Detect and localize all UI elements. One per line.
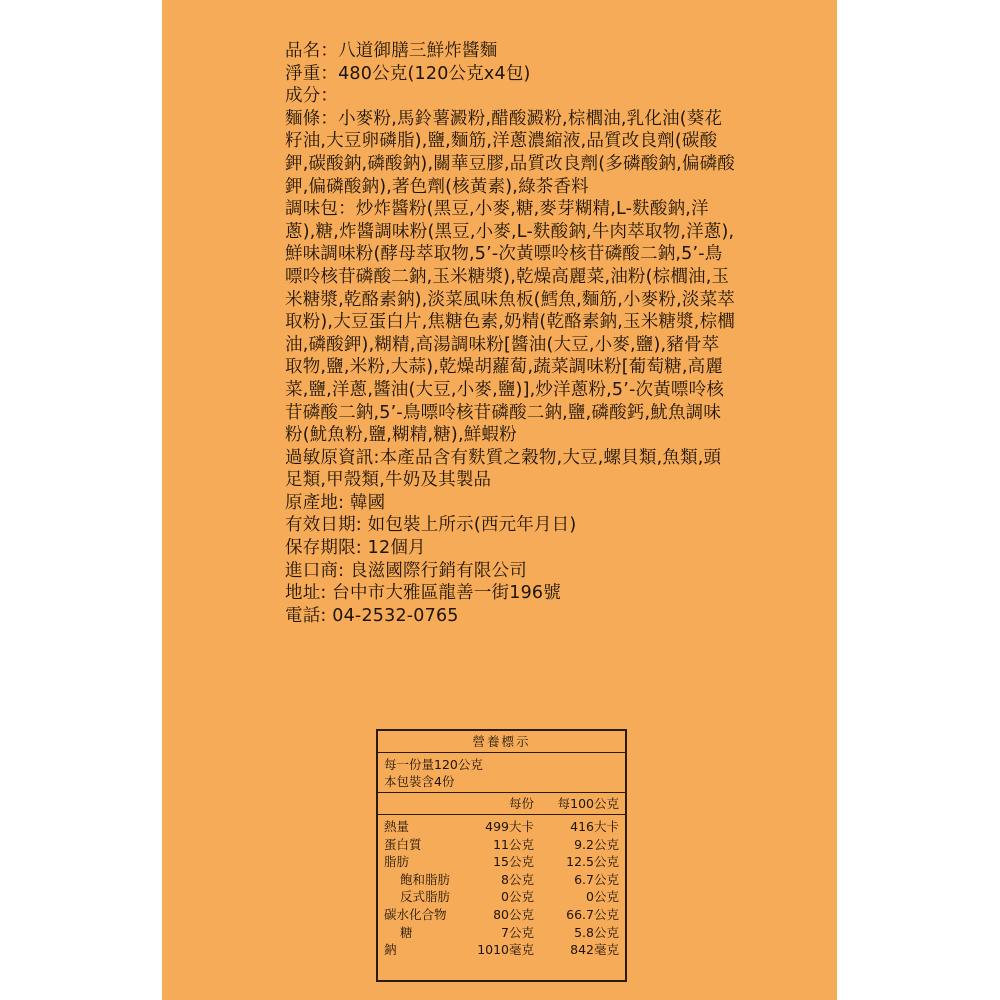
nutrition-row bbox=[378, 853, 625, 871]
nutrition-row bbox=[378, 818, 625, 836]
nutrition-table bbox=[376, 729, 627, 982]
nutrition-row bbox=[378, 906, 625, 924]
nutrient-per-serving: 11公克 bbox=[493, 836, 534, 852]
nutrient-per-serving: 7公克 bbox=[501, 924, 534, 940]
product-info-text bbox=[285, 40, 737, 627]
importer-line: 進口商: 良滋國際行銷有限公司 bbox=[285, 560, 527, 581]
nutrient-name: 蛋白質 bbox=[384, 836, 422, 852]
column-per-100g: 每100公克 bbox=[557, 796, 619, 811]
nutrient-name: 反式脂肪 bbox=[400, 889, 451, 905]
nutrient-per-serving: 499大卡 bbox=[485, 819, 534, 834]
nutrient-per-100g: 66.7公克 bbox=[566, 906, 619, 922]
address-line: 地址: 台中市大雅區龍善一街196號 bbox=[285, 583, 561, 604]
nutrition-row bbox=[378, 836, 625, 854]
nutrient-name: 脂肪 bbox=[384, 854, 410, 870]
column-per-serving: 每份 bbox=[508, 796, 534, 811]
nutrition-row bbox=[378, 924, 625, 942]
nutrient-per-serving: 1010毫克 bbox=[477, 942, 534, 958]
product-name-line: 品名：八道御膳三鮮炸醬麵 bbox=[285, 41, 498, 61]
expiry-line: 有效日期: 如包裝上所示(西元年月日) bbox=[285, 515, 577, 536]
nutrient-per-serving: 15公克 bbox=[493, 854, 534, 870]
nutrient-per-serving: 8公克 bbox=[501, 871, 534, 887]
noodle-ingredients: 麵條：小麥粉,馬鈴薯澱粉,醋酸澱粉,棕櫚油,乳化油(葵花籽油,大豆卵磷脂),鹽,麵筋,洋蔥濃縮液,品質改良劑(碳酸鉀,碳酸鈉,磷酸鈉),關華豆膠,品質改良劑(多磷酸鈉,偏磷酸鉀,偏磷酸鈉),著色劑(核黃素),綠茶香料 bbox=[285, 108, 735, 197]
nutrient-per-100g: 6.7公克 bbox=[574, 871, 619, 887]
allergen-info: 過敏原資訊:本產品含有麩質之穀物,大豆,螺貝類,魚類,頭足類,甲殼類,牛奶及其製品 bbox=[285, 447, 722, 491]
net-weight-line: 淨重：480公克(120公克x4包) bbox=[285, 63, 531, 84]
seasoning-ingredients: 調味包：炒炸醬粉(黑豆,小麥,糖,麥芽糊精,L-麩酸鈉,洋蔥),糖,炸醬調味粉(黑豆,小麥,L-麩酸鈉,牛肉萃取物,洋蔥),鮮味調味粉(酵母萃取物,5’-次黃嘌呤核苷磷酸二鈉,5’-鳥嘌呤核苷磷酸二鈉,玉米糖漿),乾燥高麗菜,油粉(棕櫚油,玉米糖漿,乾酪素鈉),淡菜風味魚板(鱈魚,麵筋,小麥粉,淡菜萃取粉),大豆蛋白片,焦糖色素,奶精(乾酪素鈉,玉米糖漿,棕櫚油,磷酸鉀),糊精,高湯調味粉[醬油(大豆,小麥,鹽),豬骨萃取物,鹽,米粉,大蒜),乾燥胡蘿蔔,蔬菜調味粉[葡萄糖,高麗菜,鹽,洋蔥,醬油(大豆,小麥,鹽)],炒洋蔥粉,5’-次黃嘌呤核苷磷酸二鈉,5’-鳥嘌呤核苷磷酸二鈉,鹽,磷酸鈣,魷魚調味粉(魷魚粉,鹽,糊精,糖),鮮蝦粉 bbox=[285, 199, 735, 446]
shelf-life-line: 保存期限: 12個月 bbox=[285, 538, 426, 559]
nutrition-serving-info bbox=[378, 753, 625, 793]
nutrition-rows bbox=[378, 815, 625, 959]
servings-per-pack: 本包裝含4份 bbox=[384, 774, 455, 789]
nutrient-per-100g: 5.8公克 bbox=[574, 924, 619, 940]
nutrient-per-100g: 9.2公克 bbox=[574, 836, 619, 852]
origin-line: 原產地: 韓國 bbox=[285, 492, 386, 513]
nutrient-per-100g: 0公克 bbox=[586, 889, 619, 905]
nutrient-per-100g: 416大卡 bbox=[570, 819, 619, 834]
nutrient-per-100g: 12.5公克 bbox=[566, 854, 619, 870]
nutrient-per-serving: 80公克 bbox=[493, 906, 534, 922]
nutrient-name: 碳水化合物 bbox=[384, 906, 447, 922]
phone-line: 電話: 04-2532-0765 bbox=[285, 605, 459, 626]
nutrition-row bbox=[378, 888, 625, 906]
nutrition-title: 營養標示 bbox=[378, 731, 625, 753]
serving-size: 每一份量120公克 bbox=[384, 757, 483, 772]
nutrient-per-serving: 0公克 bbox=[501, 889, 534, 905]
nutrient-per-100g: 842毫克 bbox=[570, 942, 619, 958]
nutrition-row bbox=[378, 941, 625, 959]
nutrient-name: 飽和脂肪 bbox=[400, 871, 451, 887]
nutrition-column-header bbox=[378, 793, 625, 815]
ingredients-title: 成分： bbox=[285, 86, 339, 107]
nutrient-name: 鈉 bbox=[384, 942, 397, 958]
nutrient-name: 糖 bbox=[400, 924, 413, 940]
nutrition-row bbox=[378, 871, 625, 889]
nutrient-name: 熱量 bbox=[384, 819, 410, 834]
